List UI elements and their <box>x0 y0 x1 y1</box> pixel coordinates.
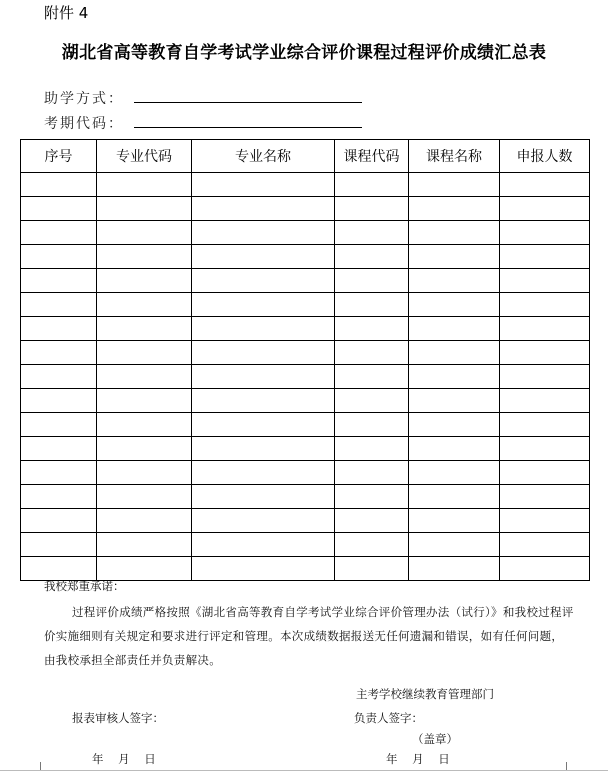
column-header-course-code: 课程代码 <box>335 140 409 173</box>
page-bottom-edge <box>0 770 608 771</box>
table-cell[interactable] <box>500 533 590 557</box>
table-cell[interactable] <box>97 533 192 557</box>
table-cell[interactable] <box>21 485 97 509</box>
study-mode-label: 助学方式： <box>44 91 124 107</box>
table-cell[interactable] <box>97 245 192 269</box>
table-cell[interactable] <box>409 173 500 197</box>
table-cell[interactable] <box>97 269 192 293</box>
table-row <box>21 365 590 389</box>
table-cell[interactable] <box>409 221 500 245</box>
table-cell[interactable] <box>21 509 97 533</box>
seal-label: （盖章） <box>412 732 458 746</box>
table-cell[interactable] <box>335 365 409 389</box>
table-cell[interactable] <box>500 341 590 365</box>
table-cell[interactable] <box>21 245 97 269</box>
reviewer-signature-label: 报表审核人签字： <box>72 711 164 725</box>
table-cell[interactable] <box>192 245 335 269</box>
table-cell[interactable] <box>97 197 192 221</box>
table-cell[interactable] <box>335 461 409 485</box>
table-cell[interactable] <box>409 485 500 509</box>
table-cell[interactable] <box>409 389 500 413</box>
table-cell[interactable] <box>409 341 500 365</box>
table-row <box>21 557 590 581</box>
table-cell[interactable] <box>409 509 500 533</box>
table-cell[interactable] <box>21 437 97 461</box>
table-cell[interactable] <box>192 365 335 389</box>
table-row <box>21 293 590 317</box>
table-cell[interactable] <box>335 437 409 461</box>
table-cell[interactable] <box>21 557 97 581</box>
table-cell[interactable] <box>335 485 409 509</box>
column-header-major-code: 专业代码 <box>97 140 192 173</box>
margin-tick-left <box>40 762 41 770</box>
document-title: 湖北省高等教育自学考试学业综合评价课程过程评价成绩汇总表 <box>61 43 547 63</box>
table-cell[interactable] <box>192 221 335 245</box>
table-cell[interactable] <box>335 221 409 245</box>
table-cell[interactable] <box>500 293 590 317</box>
table-body <box>21 173 590 581</box>
department-label: 主考学校继续教育管理部门 <box>356 687 494 701</box>
table-cell[interactable] <box>500 317 590 341</box>
exam-code-field[interactable] <box>134 127 362 128</box>
table-cell[interactable] <box>97 173 192 197</box>
table-row <box>21 437 590 461</box>
column-header-course-name: 课程名称 <box>409 140 500 173</box>
table-cell[interactable] <box>21 293 97 317</box>
table-cell[interactable] <box>335 317 409 341</box>
table-cell[interactable] <box>97 413 192 437</box>
table-cell[interactable] <box>21 461 97 485</box>
table-cell[interactable] <box>409 437 500 461</box>
table-header-row <box>21 140 590 173</box>
table-cell[interactable] <box>192 437 335 461</box>
table-row <box>21 509 590 533</box>
summary-table <box>20 139 590 581</box>
table-cell[interactable] <box>335 533 409 557</box>
table-cell[interactable] <box>192 557 335 581</box>
table-cell[interactable] <box>192 173 335 197</box>
table-cell[interactable] <box>409 533 500 557</box>
table-cell[interactable] <box>500 413 590 437</box>
table-cell[interactable] <box>500 389 590 413</box>
table-cell[interactable] <box>97 221 192 245</box>
table-cell[interactable] <box>500 437 590 461</box>
table-row <box>21 413 590 437</box>
table-cell[interactable] <box>335 557 409 581</box>
table-cell[interactable] <box>21 173 97 197</box>
table-cell[interactable] <box>192 389 335 413</box>
table-cell[interactable] <box>335 509 409 533</box>
date-left: 年 月 日 <box>92 752 156 766</box>
table-cell[interactable] <box>97 365 192 389</box>
column-header-major-name: 专业名称 <box>192 140 335 173</box>
table-cell[interactable] <box>21 413 97 437</box>
table-cell[interactable] <box>97 389 192 413</box>
table-cell[interactable] <box>97 341 192 365</box>
table-cell[interactable] <box>500 245 590 269</box>
table-cell[interactable] <box>192 509 335 533</box>
table-row <box>21 485 590 509</box>
table-cell[interactable] <box>335 269 409 293</box>
table-row <box>21 533 590 557</box>
table-cell[interactable] <box>335 173 409 197</box>
date-right: 年 月 日 <box>386 752 450 766</box>
table-cell[interactable] <box>21 533 97 557</box>
table-cell[interactable] <box>21 341 97 365</box>
table-cell[interactable] <box>21 197 97 221</box>
table-row <box>21 245 590 269</box>
responsible-signature-label: 负责人签字： <box>354 711 423 725</box>
table-cell[interactable] <box>97 461 192 485</box>
table-cell[interactable] <box>192 269 335 293</box>
table-cell[interactable] <box>500 221 590 245</box>
table-cell[interactable] <box>21 221 97 245</box>
table-cell[interactable] <box>409 413 500 437</box>
table-cell[interactable] <box>21 389 97 413</box>
table-cell[interactable] <box>409 197 500 221</box>
table-cell[interactable] <box>409 269 500 293</box>
table-cell[interactable] <box>192 461 335 485</box>
table-cell[interactable] <box>409 461 500 485</box>
table-cell[interactable] <box>192 293 335 317</box>
table-cell[interactable] <box>500 509 590 533</box>
table-row <box>21 317 590 341</box>
table-cell[interactable] <box>409 245 500 269</box>
table-cell[interactable] <box>192 341 335 365</box>
table-row <box>21 197 590 221</box>
pledge-body: 过程评价成绩严格按照《湖北省高等教育自学考试学业综合评价管理办法（试行）》和我校过程评价实施细则有关规定和要求进行评定和管理。本次成绩数据报送无任何遗漏和错误，如有任何问题，由我校承担全部责任并负责解决。 <box>44 605 574 667</box>
table-cell[interactable] <box>335 245 409 269</box>
table-cell[interactable] <box>409 317 500 341</box>
table-cell[interactable] <box>97 317 192 341</box>
margin-tick-right <box>566 762 567 770</box>
table-cell[interactable] <box>21 365 97 389</box>
table-row <box>21 221 590 245</box>
table-cell[interactable] <box>409 293 500 317</box>
table-row <box>21 173 590 197</box>
table-cell[interactable] <box>335 413 409 437</box>
table-cell[interactable] <box>409 557 500 581</box>
table-cell[interactable] <box>192 533 335 557</box>
table-row <box>21 461 590 485</box>
table-cell[interactable] <box>500 173 590 197</box>
table-cell[interactable] <box>500 557 590 581</box>
table-cell[interactable] <box>97 293 192 317</box>
table-cell[interactable] <box>21 317 97 341</box>
table-cell[interactable] <box>21 269 97 293</box>
table-row <box>21 389 590 413</box>
table-cell[interactable] <box>335 341 409 365</box>
pledge-heading: 我校郑重承诺： <box>44 579 125 593</box>
table-cell[interactable] <box>192 197 335 221</box>
table-cell[interactable] <box>97 485 192 509</box>
attachment-label: 附件 4 <box>44 4 89 22</box>
table-cell[interactable] <box>500 269 590 293</box>
table-cell[interactable] <box>335 197 409 221</box>
table-cell[interactable] <box>335 293 409 317</box>
table-cell[interactable] <box>97 557 192 581</box>
table-cell[interactable] <box>192 485 335 509</box>
column-header-applicant-count: 申报人数 <box>500 140 590 173</box>
table-cell[interactable] <box>97 509 192 533</box>
table-cell[interactable] <box>500 461 590 485</box>
study-mode-field[interactable] <box>134 102 362 103</box>
table-cell[interactable] <box>192 317 335 341</box>
table-cell[interactable] <box>500 485 590 509</box>
table-cell[interactable] <box>500 365 590 389</box>
table-cell[interactable] <box>500 197 590 221</box>
column-header-index: 序号 <box>21 140 97 173</box>
table-row <box>21 341 590 365</box>
table-cell[interactable] <box>409 365 500 389</box>
table-cell[interactable] <box>192 413 335 437</box>
exam-code-label: 考期代码： <box>44 116 124 132</box>
table-row <box>21 269 590 293</box>
table-cell[interactable] <box>97 437 192 461</box>
table-cell[interactable] <box>335 389 409 413</box>
